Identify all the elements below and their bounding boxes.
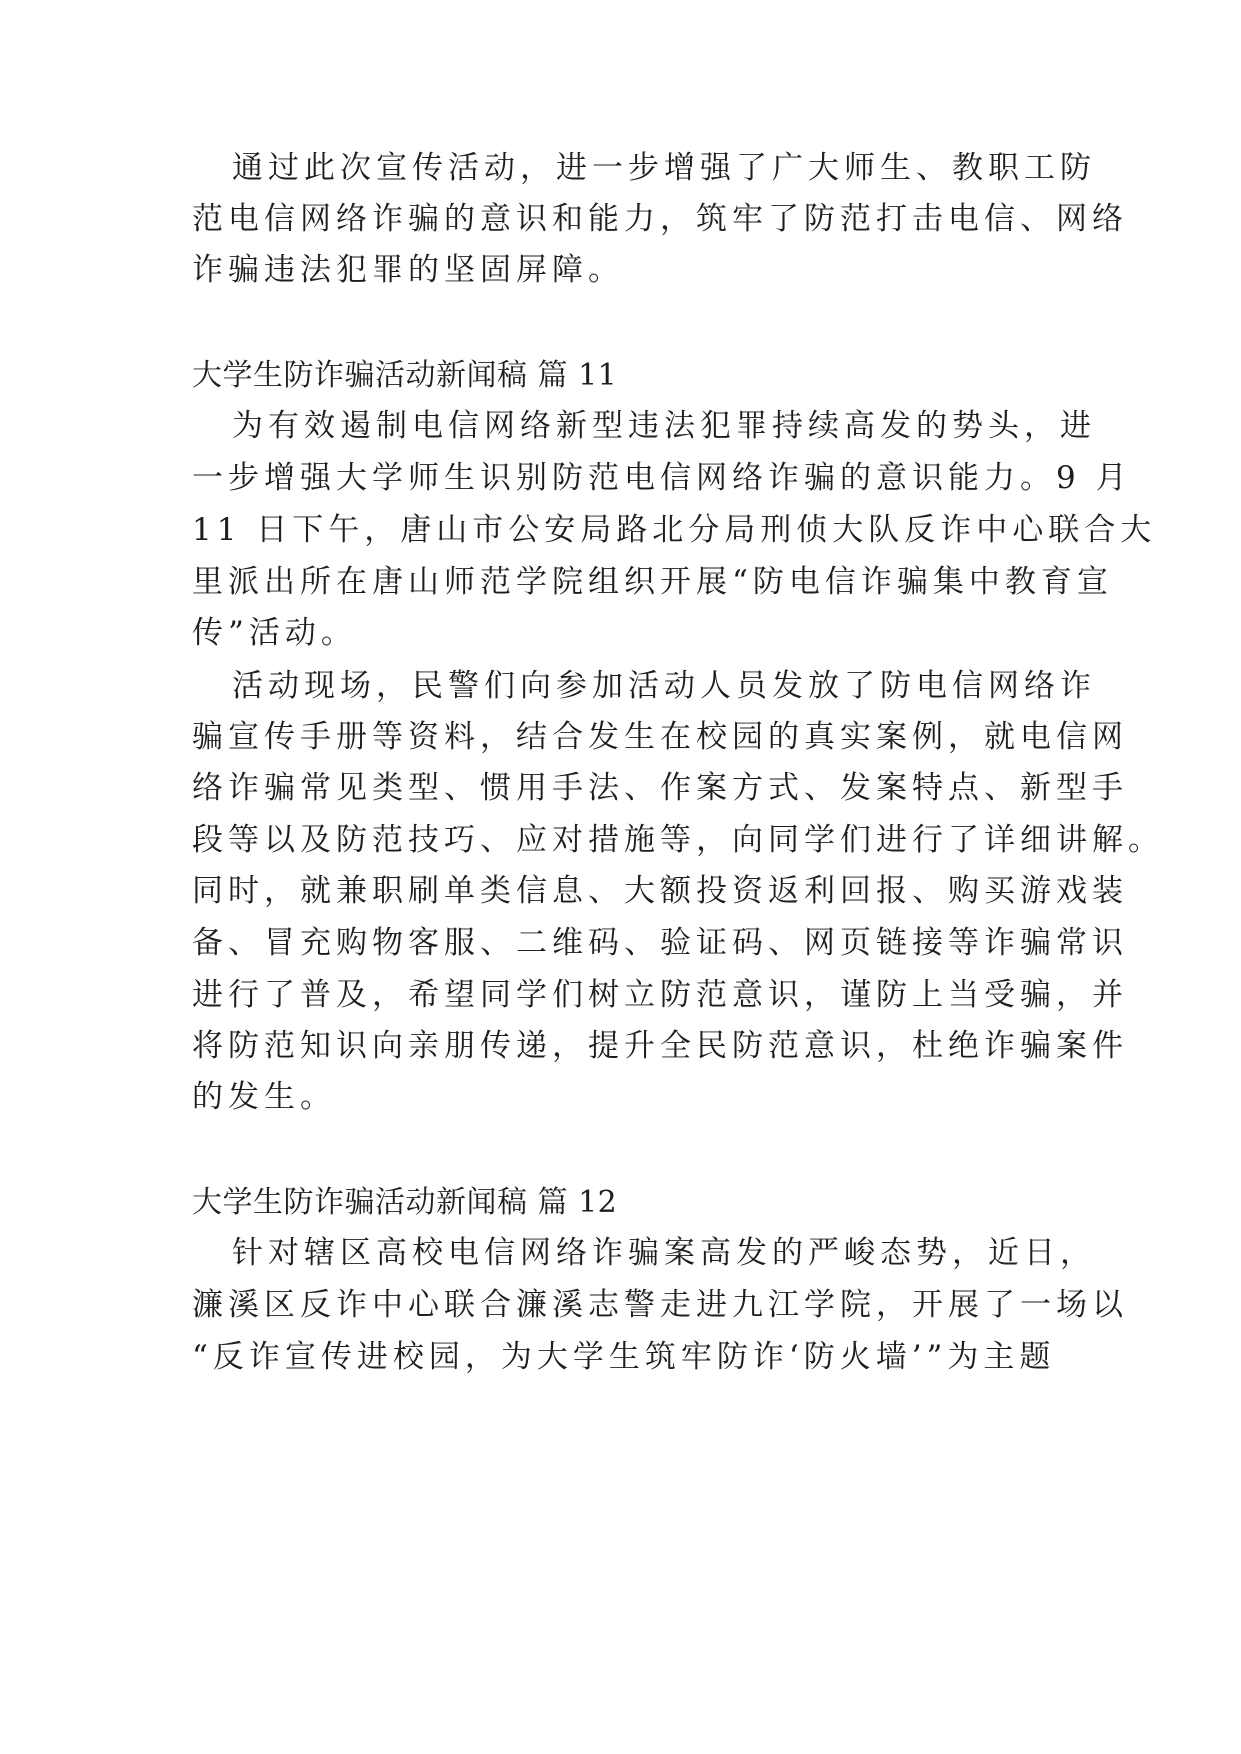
article-heading: 大学生防诈骗活动新闻稿 篇 11 (192, 358, 618, 393)
paragraph-line: 活动现场，民警们向参加活动人员发放了防电信网络诈 (232, 668, 1096, 704)
paragraph-line: 针对辖区高校电信网络诈骗案高发的严峻态势，近日， (232, 1235, 1096, 1271)
paragraph-line: 为有效遏制电信网络新型违法犯罪持续高发的势头，进 (232, 408, 1096, 444)
paragraph-line: 进行了普及，希望同学们树立防范意识，谨防上当受骗，并 (192, 977, 1128, 1013)
paragraph-line: 诈骗违法犯罪的坚固屏障。 (192, 252, 624, 288)
paragraph-line: 同时，就兼职刷单类信息、大额投资返利回报、购买游戏装 (192, 873, 1128, 909)
paragraph-line: “反诈宣传进校园，为大学生筑牢防诈‘防火墙’”为主题 (192, 1339, 1056, 1375)
paragraph-line: 里派出所在唐山师范学院组织开展“防电信诈骗集中教育宣 (192, 564, 1113, 600)
paragraph-line: 将防范知识向亲朋传递，提升全民防范意识，杜绝诈骗案件 (192, 1028, 1128, 1064)
paragraph-line: 传”活动。 (192, 615, 357, 651)
paragraph-line: 络诈骗常见类型、惯用手法、作案方式、发案特点、新型手 (192, 770, 1128, 806)
paragraph-line: 范电信网络诈骗的意识和能力，筑牢了防范打击电信、网络 (192, 201, 1128, 237)
paragraph-line: 11 日下午，唐山市公安局路北分局刑侦大队反诈中心联合大 (192, 512, 1157, 548)
paragraph-line: 通过此次宣传活动，进一步增强了广大师生、教职工防 (232, 150, 1096, 186)
paragraph-line: 濂溪区反诈中心联合濂溪志警走进九江学院，开展了一场以 (192, 1287, 1128, 1323)
paragraph-line: 段等以及防范技巧、应对措施等，向同学们进行了详细讲解。 (192, 822, 1164, 858)
paragraph-line: 备、冒充购物客服、二维码、验证码、网页链接等诈骗常识 (192, 925, 1128, 961)
paragraph-line: 的发生。 (192, 1079, 336, 1115)
paragraph-line: 一步增强大学师生识别防范电信网络诈骗的意识能力。9 月 (192, 460, 1132, 496)
article-heading: 大学生防诈骗活动新闻稿 篇 12 (192, 1185, 618, 1220)
paragraph-line: 骗宣传手册等资料，结合发生在校园的真实案例，就电信网 (192, 719, 1128, 755)
